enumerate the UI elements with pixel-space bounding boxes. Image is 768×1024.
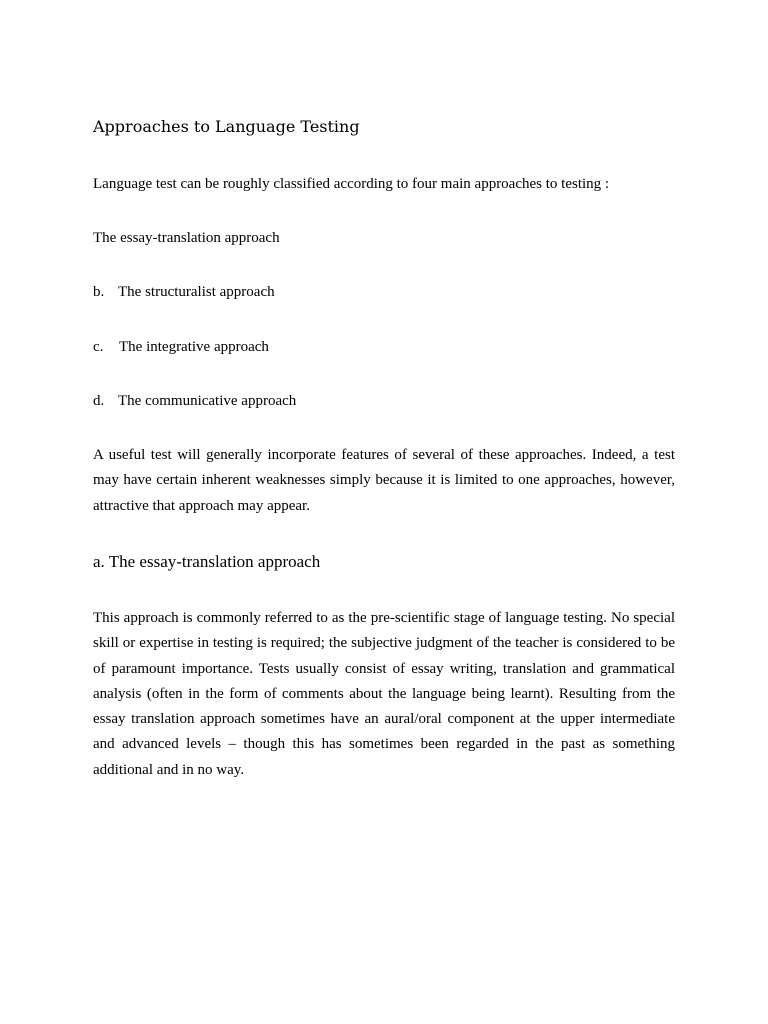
approach-item-text: The integrative approach [119, 339, 269, 355]
approach-item-essay-translation [93, 227, 280, 249]
section-body-paragraph: This approach is commonly referred to as the pre-scientific stage of language testing. No special skill or expertise in testing is required; the subjective judgment of the teacher is considered to be of paramount importance. Tests usually consist of essay writing, translation and grammatical analysis (often in the form of comments about the language being learnt). Resulting from the essay translation approach sometimes have an aural/oral component at the upper intermediate and advanced levels – though this has sometimes been regarded in the past as something additional and in no way. [93, 610, 675, 778]
approach-item-text: The essay-translation approach [93, 230, 280, 246]
approach-item-communicative [93, 390, 296, 412]
page-title: Approaches to Language Testing [93, 117, 360, 136]
approach-item-marker: c. [93, 339, 104, 355]
approach-item-structuralist [93, 281, 275, 303]
approach-item-integrative [93, 336, 269, 358]
section-heading: a. The essay-translation approach [93, 552, 321, 571]
approach-item-marker: b. [93, 284, 105, 300]
intro-text: Language test can be roughly classified according to four main approaches to testing : [93, 176, 610, 192]
approach-item-text: The communicative approach [118, 393, 297, 409]
approach-item-text: The structuralist approach [118, 284, 275, 300]
paragraph-useful-test: A useful test will generally incorporate features of several of these approaches. Indeed, a test may have certain inherent weaknesses simply because it is limited to one approaches, however, attractive that approach may appear. [93, 447, 675, 514]
approach-item-marker: d. [93, 393, 105, 409]
